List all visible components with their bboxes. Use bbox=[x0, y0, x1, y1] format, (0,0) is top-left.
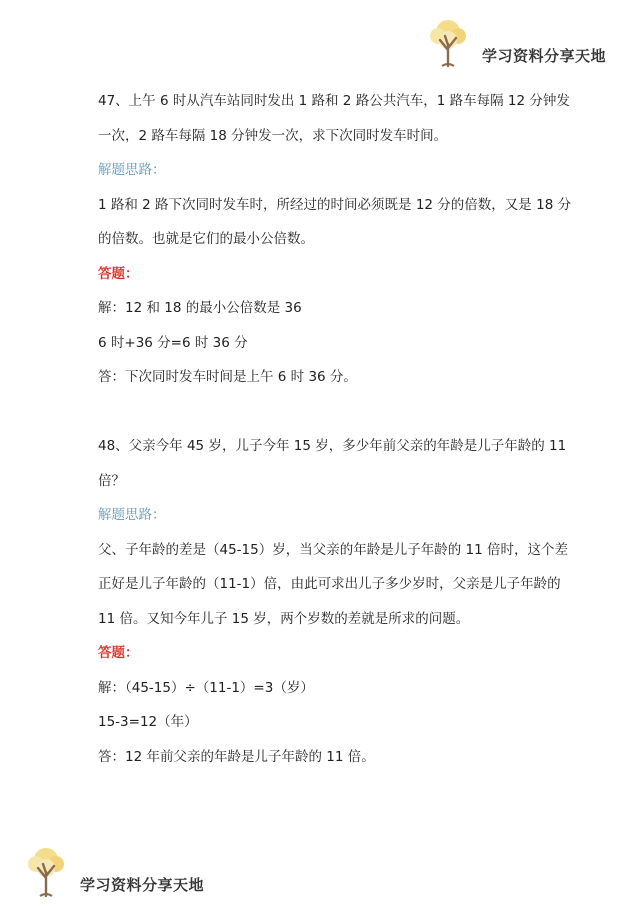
q47-answer-label: 答题： bbox=[98, 265, 139, 282]
q48-answer-line-3: 答：12 年前父亲的年龄是儿子年龄的 11 倍。 bbox=[98, 748, 375, 765]
q47-hint-line-1: 1 路和 2 路下次同时发车时，所经过的时间必须既是 12 分的倍数，又是 18 分 bbox=[98, 196, 572, 213]
q47-answer-line-1: 解：12 和 18 的最小公倍数是 36 bbox=[98, 300, 302, 316]
q47-hint-line-2: 的倍数。也就是它们的最小公倍数。 bbox=[98, 231, 314, 247]
q48-hint-line-1: 父、子年龄的差是（45-15）岁，当父亲的年龄是儿子年龄的 11 倍时，这个差 bbox=[98, 541, 568, 558]
q48-hint-line-3: 11 倍。又知今年儿子 15 岁，两个岁数的差就是所求的问题。 bbox=[98, 610, 470, 627]
q48-hint-line-2: 正好是儿子年龄的（11-1）倍，由此可求出儿子多少岁时，父亲是儿子年龄的 bbox=[98, 576, 561, 592]
brand-title: 学习资料分享天地 bbox=[482, 47, 607, 65]
q48-answer-line-2: 15-3=12（年） bbox=[98, 714, 198, 730]
q48-answer-line-1: 解：（45-15）÷（11-1）=3（岁） bbox=[98, 679, 314, 696]
document-body bbox=[98, 84, 572, 774]
q48-answer-label: 答题： bbox=[98, 645, 139, 661]
section-gap bbox=[98, 395, 548, 430]
q47-answer-line-2: 6 时+36 分=6 时 36 分 bbox=[98, 334, 248, 351]
q48-question-line-1: 48、父亲今年 45 岁，儿子今年 15 岁，多少年前父亲的年龄是儿子年龄的 11 bbox=[98, 438, 567, 454]
q47-question-line-1: 47、上午 6 时从汽车站同时发出 1 路和 2 路公共汽车，1 路车每隔 12 分钟发 bbox=[98, 93, 570, 109]
q47-hint-label: 解题思路： bbox=[98, 162, 166, 178]
tree-logo-icon bbox=[428, 18, 468, 68]
q47-answer-line-3: 答：下次同时发车时间是上午 6 时 36 分。 bbox=[98, 369, 357, 385]
q47-question-line-2: 一次，2 路车每隔 18 分钟发一次，求下次同时发车时间。 bbox=[98, 127, 448, 144]
footer-brand-title: 学习资料分享天地 bbox=[80, 876, 205, 894]
footer bbox=[0, 830, 640, 906]
header bbox=[0, 0, 640, 80]
q48-question-line-2: 倍？ bbox=[98, 472, 125, 489]
q48-hint-label: 解题思路： bbox=[98, 507, 166, 523]
tree-logo-icon bbox=[26, 846, 66, 898]
